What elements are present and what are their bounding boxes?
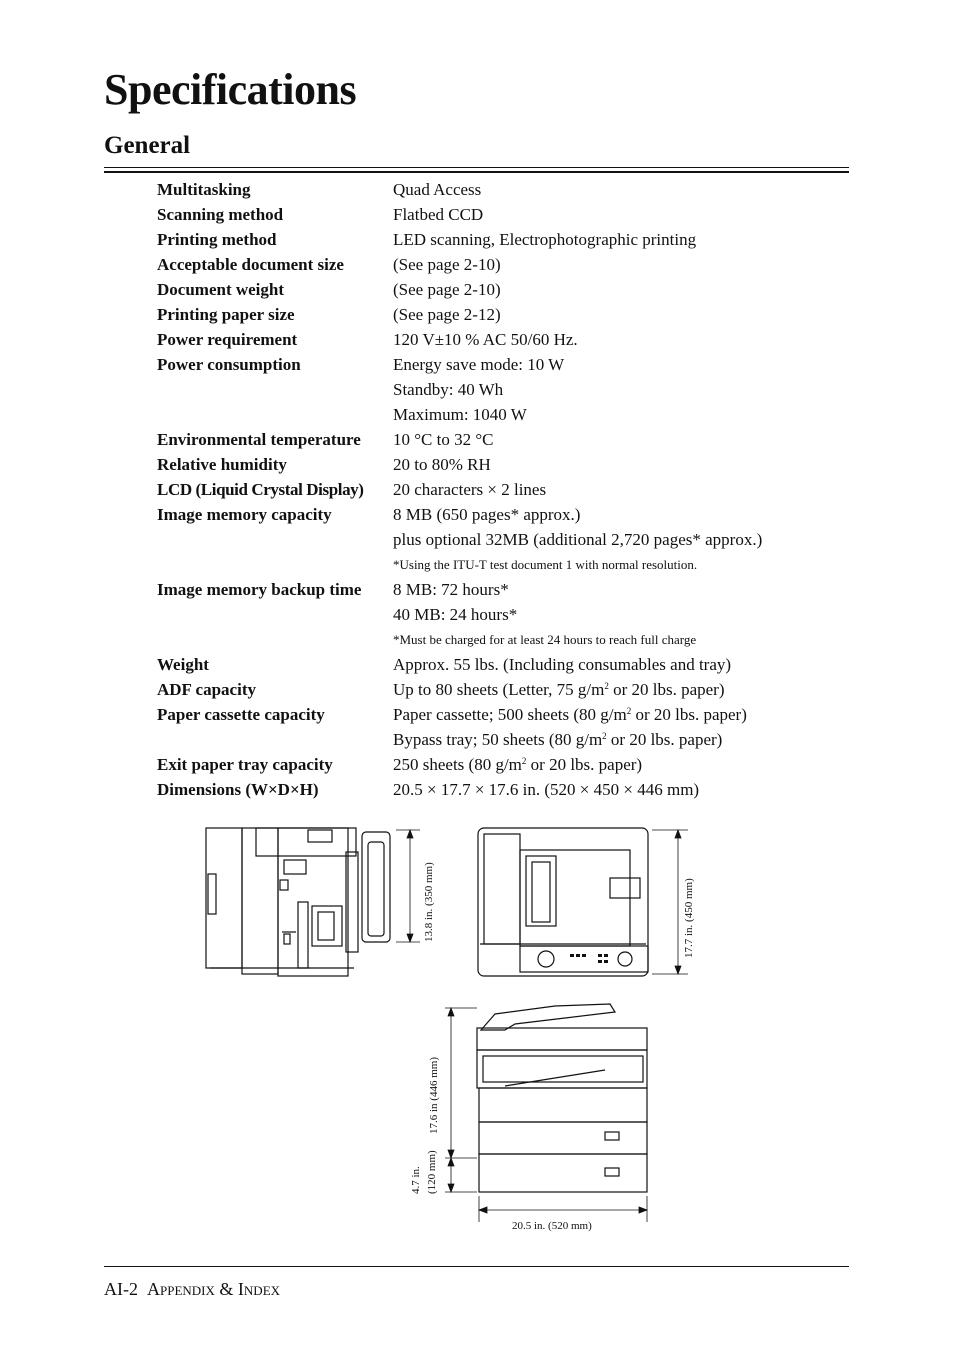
spec-value [393, 577, 509, 602]
spec-value [393, 252, 501, 277]
spec-label [157, 602, 393, 627]
spec-row [157, 702, 847, 727]
spec-value-text: 250 sheets (80 g/m [393, 755, 522, 774]
spec-value-text: 10 °C to 32 °C [393, 430, 494, 449]
front-base-label-line2: (120 mm) [426, 1150, 438, 1194]
section-heading: General [104, 132, 191, 159]
spec-label: Exit paper tray capacity [157, 755, 333, 774]
spec-value-text: 20 to 80% RH [393, 455, 491, 474]
front-base-label-line1: 4.7 in. [410, 1166, 422, 1194]
spec-label [157, 727, 393, 752]
spec-row [157, 727, 847, 752]
spec-value [393, 202, 483, 227]
spec-value-text: Bypass tray; 50 sheets (80 g/m [393, 730, 603, 749]
spec-value-text: Quad Access [393, 180, 482, 199]
spec-value-text: (See page 2-10) [393, 280, 501, 299]
spec-value-text: *Must be charged for at least 24 hours to reach full charge [393, 632, 697, 647]
spec-value [393, 377, 503, 402]
section-rule-thin [104, 167, 849, 168]
spec-value-text: 120 V±10 % AC 50/60 Hz. [393, 330, 578, 349]
spec-value-text: (See page 2-10) [393, 255, 501, 274]
footer-appendix-cap: A [147, 1279, 160, 1299]
spec-value [393, 777, 699, 802]
spec-value-text: 20 characters × 2 lines [393, 480, 547, 499]
spec-value-text-tail: or 20 lbs. paper) [608, 680, 725, 699]
spec-value [393, 302, 501, 327]
footer-index-cap: I [237, 1279, 244, 1299]
spec-value [393, 602, 517, 627]
top-depth-label: 17.7 in. (450 mm) [683, 878, 695, 958]
spec-value-text: 8 MB: 72 hours* [393, 580, 509, 599]
spec-row [157, 302, 847, 327]
spec-label: Document weight [157, 280, 285, 299]
spec-row [157, 277, 847, 302]
spec-label: Acceptable document size [157, 255, 344, 274]
spec-label: Environmental temperature [157, 430, 361, 449]
spec-value [393, 327, 578, 352]
front-width-label: 20.5 in. (520 mm) [512, 1220, 592, 1232]
spec-value-superscript: 2 [604, 681, 609, 691]
spec-row [157, 502, 847, 527]
spec-value-text-tail: or 20 lbs. paper) [606, 730, 723, 749]
spec-row [157, 452, 847, 477]
spec-row [157, 202, 847, 227]
section-rule-thick [104, 171, 849, 173]
side-height-label: 13.8 in. (350 mm) [423, 862, 435, 942]
page-footer [104, 1279, 280, 1300]
spec-table [157, 177, 847, 802]
spec-value [393, 177, 481, 202]
spec-row [157, 352, 847, 377]
spec-label [157, 402, 393, 427]
spec-value-text: 8 MB (650 pages* approx.) [393, 505, 581, 524]
spec-label: Weight [157, 655, 209, 674]
spec-row [157, 602, 847, 627]
footer-index-rest: NDEX [243, 1283, 281, 1298]
spec-row [157, 752, 847, 777]
spec-value [393, 477, 546, 502]
spec-value-text: 20.5 × 17.7 × 17.6 in. (520 × 450 × 446 mm) [393, 780, 700, 799]
spec-label [157, 377, 393, 402]
spec-value-text: Energy save mode: 10 W [393, 355, 565, 374]
spec-label: Dimensions (W×D×H) [157, 780, 319, 799]
spec-value-text: *Using the ITU-T test document 1 with normal resolution. [393, 557, 698, 572]
spec-value [393, 752, 642, 777]
spec-value [393, 427, 494, 452]
spec-row [157, 577, 847, 602]
spec-value-text: LED scanning, Electrophotographic printing [393, 230, 697, 249]
spec-label: ADF capacity [157, 680, 256, 699]
spec-row [157, 402, 847, 427]
spec-value-text-tail: or 20 lbs. paper) [526, 755, 643, 774]
page-title: Specifications [104, 65, 357, 114]
spec-value-text: 40 MB: 24 hours* [393, 605, 518, 624]
spec-row [157, 527, 847, 552]
spec-value [393, 452, 491, 477]
spec-label: Power consumption [157, 355, 301, 374]
spec-value-superscript: 2 [602, 731, 607, 741]
spec-value-text: Up to 80 sheets (Letter, 75 g/m [393, 680, 605, 699]
front-height-label: 17.6 in (446 mm) [428, 1057, 440, 1134]
spec-value-text: Approx. 55 lbs. (Including consumables and tray) [393, 655, 732, 674]
spec-value-superscript: 2 [626, 706, 632, 716]
spec-row [157, 427, 847, 452]
spec-label: Printing method [157, 230, 277, 249]
spec-value-text: Standby: 40 Wh [393, 380, 504, 399]
spec-value [393, 277, 501, 302]
spec-row [157, 677, 847, 702]
footer-appendix-rest: PPENDIX [160, 1283, 215, 1298]
spec-label: Power requirement [157, 330, 298, 349]
spec-label [157, 552, 393, 577]
front-view-diagram [405, 1000, 665, 1240]
spec-value [393, 502, 580, 527]
spec-value-text: Flatbed CCD [393, 205, 484, 224]
spec-row [157, 377, 847, 402]
spec-value-text: Paper cassette; 500 sheets (80 g/m [393, 705, 627, 724]
spec-row [157, 652, 847, 677]
spec-label [157, 527, 393, 552]
spec-value [393, 402, 527, 427]
spec-value-text: (See page 2-12) [393, 305, 501, 324]
spec-row [157, 552, 847, 577]
spec-row [157, 227, 847, 252]
spec-label: Multitasking [157, 180, 251, 199]
spec-label: Image memory backup time [157, 580, 362, 599]
spec-value-text-tail: or 20 lbs. paper) [631, 705, 747, 724]
spec-value [393, 702, 747, 727]
spec-value-text: plus optional 32MB (additional 2,720 pages* approx.) [393, 530, 763, 549]
spec-row [157, 327, 847, 352]
spec-row [157, 252, 847, 277]
spec-label: Printing paper size [157, 305, 295, 324]
spec-label: LCD (Liquid Crystal Display) [157, 480, 364, 499]
spec-value [393, 627, 696, 652]
spec-row [157, 777, 847, 802]
spec-label: Scanning method [157, 205, 284, 224]
spec-value [393, 727, 722, 752]
footer-rule [104, 1266, 849, 1267]
spec-value [393, 527, 762, 552]
side-view-diagram [200, 822, 440, 980]
spec-value-text: Maximum: 1040 W [393, 405, 527, 424]
spec-row [157, 477, 847, 502]
spec-value [393, 677, 724, 702]
spec-value [393, 552, 697, 577]
spec-value [393, 227, 696, 252]
spec-label [157, 627, 393, 652]
page-number: AI-2 [104, 1279, 138, 1299]
spec-row [157, 627, 847, 652]
footer-amp: & [219, 1279, 234, 1299]
spec-value-superscript: 2 [521, 756, 527, 766]
top-view-diagram [470, 822, 700, 982]
spec-row [157, 177, 847, 202]
spec-label: Image memory capacity [157, 505, 332, 524]
spec-value [393, 352, 564, 377]
spec-label: Paper cassette capacity [157, 705, 325, 724]
spec-value [393, 652, 731, 677]
spec-label: Relative humidity [157, 455, 287, 474]
